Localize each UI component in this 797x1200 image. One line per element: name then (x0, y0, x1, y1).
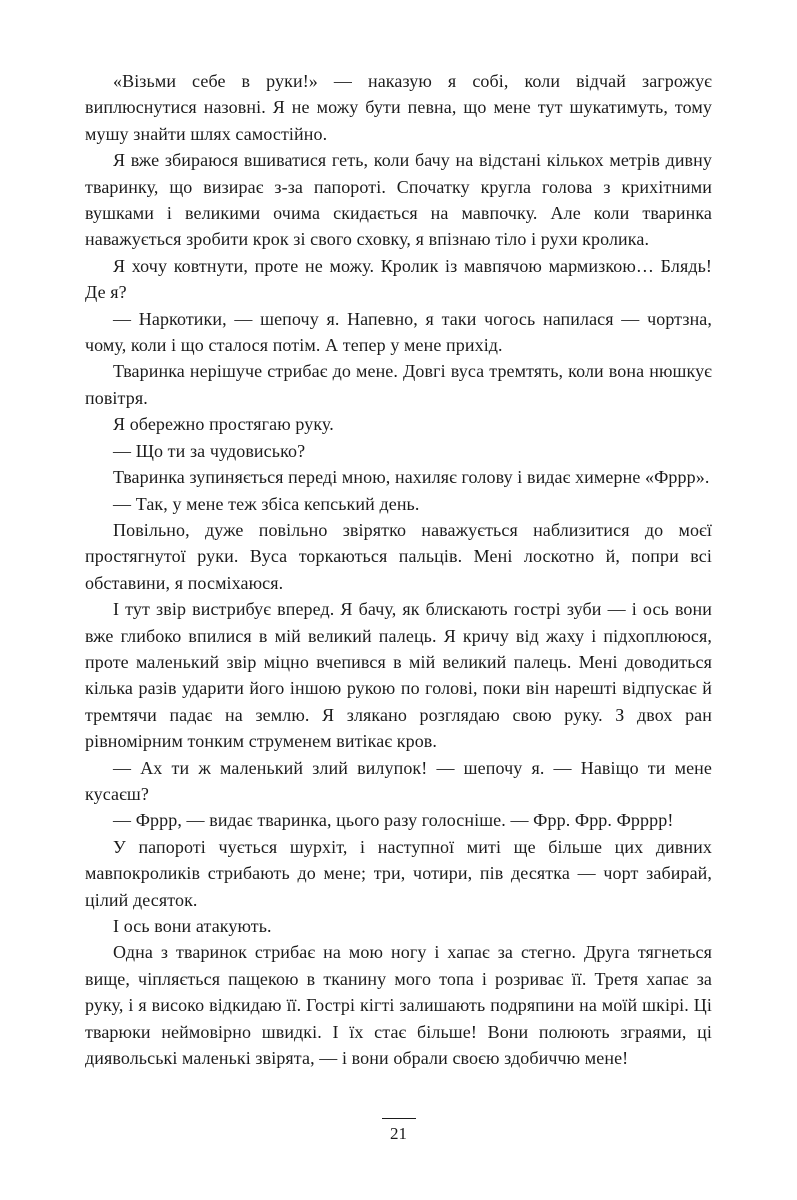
paragraph: І тут звір вистрибує вперед. Я бачу, як блискають гострі зуби — і ось вони вже глибоко впилися в мій великий палець. Я кричу від жаху і підхоплююся, проте маленький звір міцно вчепився в мій великий палець. Мені доводиться кілька разів ударити його іншою рукою по голові, поки він нарешті відпускає й тремтячи падає на землю. Я злякано розглядаю свою руку. З двох ран рівномірним тонким струменем витікає кров. (85, 599, 712, 752)
paragraph: — Так, у мене теж збіса кепський день. (113, 493, 420, 514)
paragraph: — Що ти за чудовисько? (113, 440, 306, 461)
paragraph: І ось вони атакують. (113, 916, 272, 936)
paragraph: Повільно, дуже повільно звірятко наважується наблизитися до моєї простягнутої руки. Вуса торкаються пальців. Мені лоскотно й, попри всі обставини, я посміхаюся. (85, 519, 712, 593)
paragraph: Одна з тваринок стрибає на мою ногу і хапає за стегно. Друга тягнеться вище, чіпляється пащекою в тканину мого топа і розриває її. Третя хапає за руку, і я високо відкидаю її. Гострі кігті залишають подряпини на моїй шкірі. Ці тварюки неймовірно швидкі. І їх стає більше! Вони полюють зграями, ці диявольські маленькі звірята, — і вони обрали своєю здобиччю мене! (85, 942, 712, 1069)
page-footer (0, 1118, 797, 1144)
page-number: 21 (390, 1124, 407, 1143)
body-text (85, 68, 712, 1071)
paragraph: Я хочу ковтнути, проте не можу. Кролик із мавпячою мармизкою… Блядь! Де я? (85, 255, 712, 303)
paragraph: «Візьми себе в руки!» — наказую я собі, коли відчай загрожує виплюснутися назовні. Я не можу бути певна, що мене тут шукатимуть, тому мушу знайти шлях самостійно. (85, 71, 712, 144)
paragraph: Тваринка зупиняється переді мною, нахиляє голову і видає химерне «Фррр». (113, 467, 710, 488)
paragraph: Я обережно простягаю руку. (113, 414, 334, 435)
paragraph: — Фррр, — видає тваринка, цього разу голосніше. — Фрр. Фрр. Фрррр! (113, 810, 674, 831)
paragraph: Я вже збираюся вшиватися геть, коли бачу на відстані кількох метрів дивну тваринку, що визирає з-за папороті. Спочатку кругла голова з крихітними вушками і великими очима скидається на мавпочку. Але коли тваринка наважується зробити крок зі свого сховку, я впізнаю тіло і рухи кролика. (85, 150, 712, 250)
page-number-rule (382, 1118, 416, 1119)
paragraph: У папороті чується шурхіт, і наступної миті ще більше цих дивних мавпокроликів стрибають до мене; три, чотири, пів десятка — чорт забирай, цілий десяток. (85, 836, 712, 910)
paragraph: — Ах ти ж маленький злий вилупок! — шепочу я. — Навіщо ти мене кусаєш? (85, 757, 712, 804)
paragraph: — Наркотики, — шепочу я. Напевно, я таки чогось напилася — чортзна, чому, коли і що сталося потім. А тепер у мене прихід. (85, 308, 712, 356)
paragraph: Тваринка нерішуче стрибає до мене. Довгі вуса тремтять, коли вона нюшкує повітря. (85, 361, 712, 408)
